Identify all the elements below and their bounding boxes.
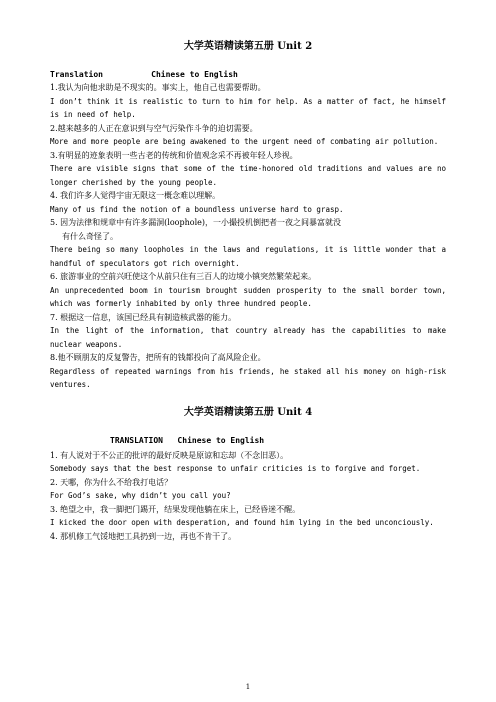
unit4-line: 3. 绝望之中，我一脚把门踢开，结果发现他躺在床上，已经昏迷不醒。 xyxy=(50,504,301,514)
unit2-line: Regardless of repeated warnings from his friends, he staked all his money on high-risk ventures. xyxy=(50,366,446,389)
unit2-line: There being so many loopholes in the laws and regulations, it is little wonder that a handful of speculators got rich overnight. xyxy=(50,245,446,268)
unit4-line: 2. 天哪，你为什么不给我打电话？ xyxy=(50,477,173,487)
unit2-line: 5. 因为法律和规章中有许多漏洞(loophole)，一小撮投机倒把者一夜之间暴富就没 xyxy=(50,218,341,227)
unit2-line: Many of us find the notion of a boundless universe hard to grasp. xyxy=(50,204,344,214)
unit2-line: 1.我认为向他求助是不现实的。事实上，他自己也需要帮助。 xyxy=(50,83,266,92)
unit2-line: In the light of the information, that country already has the capabilities to make nuclear weapons. xyxy=(50,326,446,349)
unit2-title: 大学英语精读第五册 Unit 2 xyxy=(183,41,313,52)
unit2-line: There are visible signs that some of the time-honored old traditions and values are no longer cherished by the young people. xyxy=(50,164,446,187)
unit4-subtitle: TRANSLATION Chinese to English xyxy=(110,435,265,445)
unit2-line: 3.有明显的迹象表明一些古老的传统和价值观念采不再被年轻人珍视。 xyxy=(50,150,298,160)
unit2-line: 7. 根据这一信息，该国已经具有制造核武器的能力。 xyxy=(50,312,237,322)
unit4-line: Somebody says that the best response to unfair criticies is to forgive and forget. xyxy=(50,464,421,473)
unit2-subtitle: Translation Chinese to English xyxy=(50,70,238,79)
unit2-line: 2.越来越多的人正在意识到与空气污染作斗争的迫切需要。 xyxy=(50,123,258,133)
unit4-line: 1. 有人说对于不公正的批评的最好反映是原谅和忘却（不念旧恶）。 xyxy=(50,450,289,460)
unit2-line: 有什么奇怪了。 xyxy=(62,231,118,241)
unit2-line: 6. 旅游事业的空前兴旺使这个从前只住有三百人的边境小镇突然繁荣起来。 xyxy=(50,272,317,281)
unit4-line: I kicked the door open with desperation, and found him lying in the bed unconciously. xyxy=(50,518,434,527)
page-number: 1 xyxy=(245,683,251,691)
unit4-line: 4. 那机修工气馁地把工具扔到一边，再也不肯干了。 xyxy=(50,531,237,541)
unit2-line: I don’t think it is realistic to turn to him for help. As a matter of fact, he himself is in need of help. xyxy=(50,96,446,119)
unit4-line: For God’s sake, why didn’t you call you? xyxy=(50,491,231,500)
unit2-line: 4. 我们许多人觉得宇宙无限这一概念难以理解。 xyxy=(50,191,221,200)
unit2-line: An unprecedented boom in tourism brought sudden prosperity to the small border town, which was formerly inhabited by only three hundred people. xyxy=(50,285,446,308)
unit4-title: 大学英语精读第五册 Unit 4 xyxy=(183,406,313,418)
unit2-line: More and more people are being awakened to the urgent need of combating air pollution. xyxy=(50,137,439,146)
page-content xyxy=(50,40,446,543)
unit2-line: 8.他不顾朋友的反复警告，把所有的钱都投向了高风险企业。 xyxy=(50,353,266,362)
